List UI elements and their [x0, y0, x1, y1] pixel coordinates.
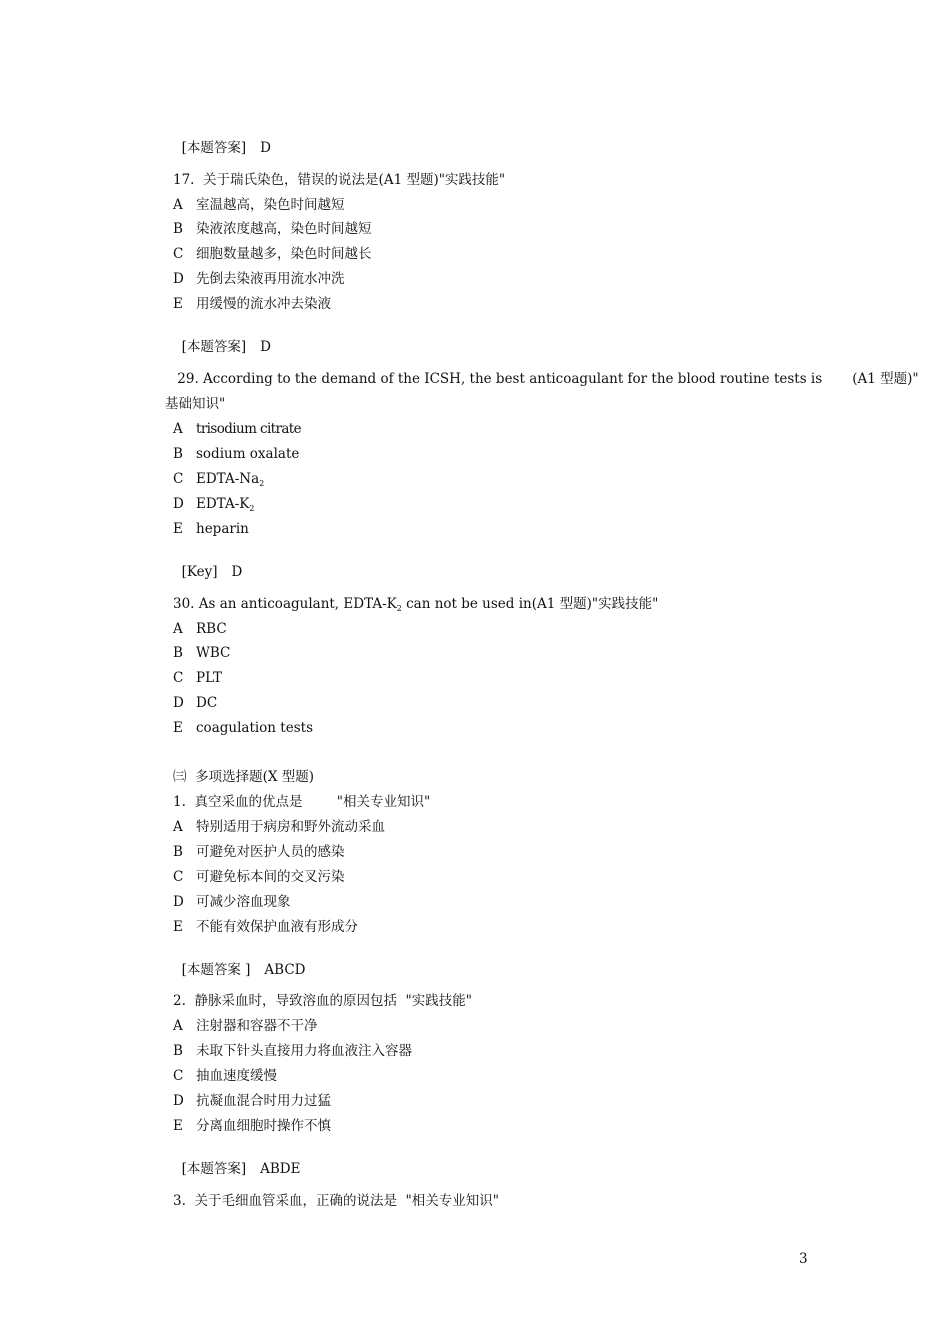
option — [173, 1067, 277, 1085]
option-text: 分离血细胞时操作不慎 — [196, 1118, 331, 1134]
option-text: coagulation tests — [196, 720, 313, 736]
option-key: C — [173, 246, 184, 262]
option — [173, 445, 299, 463]
option-key: C — [173, 1068, 184, 1084]
option-text: sodium oxalate — [196, 446, 300, 462]
question-29-stem: 29. According to the demand of the ICSH, the best anticoagulant for the blood routine tests is (A1 型题)" — [173, 371, 919, 387]
option-text: 可减少溶血现象 — [196, 894, 291, 910]
answer-label: [本题答案] — [181, 339, 247, 355]
option-text: 抽血速度缓慢 — [196, 1068, 277, 1084]
option — [173, 196, 345, 214]
option — [173, 1042, 412, 1060]
option-text: DC — [196, 695, 218, 711]
option-key: D — [173, 1093, 184, 1109]
question-17-stem: 17. 关于瑞氏染色，错误的说法是(A1 型题)"实践技能" — [173, 172, 506, 188]
option-key: A — [173, 197, 183, 213]
option-text: 可避免对医护人员的感染 — [196, 844, 345, 860]
answer-label: [本题答案 ] — [181, 962, 251, 978]
option-text: 用缓慢的流水冲去染液 — [196, 296, 331, 312]
option — [173, 270, 345, 288]
option-key: D — [173, 695, 184, 711]
option — [173, 245, 372, 263]
question-x1-stem: 1. 真空采血的优点是 "相关专业知识" — [173, 794, 431, 810]
option — [173, 694, 217, 712]
option — [173, 470, 264, 488]
option-text: PLT — [196, 670, 222, 686]
answer-label: [本题答案] — [181, 140, 247, 156]
stem-text: can not be used in(A1 型题)"实践技能" — [401, 596, 659, 612]
section-heading: ㈢ 多项选择题(X 型题) — [173, 769, 315, 785]
option-key: A — [173, 421, 183, 437]
option — [173, 420, 301, 438]
option — [173, 295, 331, 313]
option-key: B — [173, 645, 183, 661]
option — [173, 1017, 318, 1035]
option — [173, 1092, 331, 1110]
option-text: EDTA-Na — [196, 471, 260, 487]
option-text: RBC — [196, 621, 227, 637]
option-key: E — [173, 521, 183, 537]
option — [173, 893, 291, 911]
question-x3-stem: 3. 关于毛细血管采血，正确的说法是 "相关专业知识" — [173, 1193, 499, 1209]
option-key: B — [173, 221, 183, 237]
answer-label: [Key] — [181, 564, 218, 580]
option-key: A — [173, 819, 183, 835]
option — [173, 818, 385, 836]
option-text: 不能有效保护血液有形成分 — [196, 919, 358, 935]
option-key: A — [173, 621, 183, 637]
option-key: C — [173, 670, 184, 686]
answer-label: [本题答案] — [181, 1161, 247, 1177]
option-text: trisodium citrate — [196, 421, 302, 437]
option-text: 室温越高，染色时间越短 — [196, 197, 345, 213]
option-text: 染液浓度越高，染色时间越短 — [196, 221, 372, 237]
option — [173, 620, 227, 638]
option-key: B — [173, 446, 183, 462]
option — [173, 644, 230, 662]
option — [173, 495, 254, 513]
option — [173, 918, 358, 936]
option-key: D — [173, 496, 184, 512]
option — [173, 520, 249, 538]
answer-line — [173, 943, 306, 979]
option — [173, 220, 372, 238]
option-text: 抗凝血混合时用力过猛 — [196, 1093, 331, 1109]
option-text: heparin — [196, 521, 249, 537]
question-29-stem-cont: 基础知识" — [165, 396, 226, 412]
option-key: A — [173, 1018, 183, 1034]
subscript: 2 — [249, 504, 255, 513]
option-key: D — [173, 894, 184, 910]
option-key: E — [173, 296, 183, 312]
option-text: 特别适用于病房和野外流动采血 — [196, 819, 385, 835]
option-text: 先倒去染液再用流水冲洗 — [196, 271, 345, 287]
question-30-stem — [173, 595, 658, 613]
option-text: 可避免标本间的交叉污染 — [196, 869, 345, 885]
option-text: 细胞数量越多，染色时间越长 — [196, 246, 372, 262]
option — [173, 1117, 331, 1135]
option — [173, 669, 222, 687]
option-text: 注射器和容器不干净 — [196, 1018, 318, 1034]
subscript: 2 — [396, 604, 402, 613]
answer-line — [173, 320, 271, 356]
option-key: C — [173, 869, 184, 885]
answer-value: D — [260, 140, 271, 156]
option-key: D — [173, 271, 184, 287]
option-text: WBC — [196, 645, 231, 661]
answer-value: D — [231, 564, 243, 580]
page-number: 3 — [799, 1251, 808, 1267]
question-x2-stem: 2. 静脉采血时，导致溶血的原因包括 "实践技能" — [173, 993, 472, 1009]
option-key: E — [173, 720, 183, 736]
option-text: 未取下针头直接用力将血液注入容器 — [196, 1043, 412, 1059]
subscript: 2 — [259, 479, 265, 488]
answer-line — [173, 545, 242, 581]
option-key: B — [173, 1043, 183, 1059]
answer-line — [173, 121, 271, 157]
option-key: E — [173, 1118, 183, 1134]
option-key: C — [173, 471, 184, 487]
answer-line — [173, 1142, 301, 1178]
option-key: B — [173, 844, 183, 860]
option — [173, 843, 345, 861]
stem-text: 30. As an anticoagulant, EDTA-K — [173, 596, 397, 612]
answer-value: ABCD — [264, 962, 306, 978]
option-text: EDTA-K — [196, 496, 250, 512]
answer-value: ABDE — [260, 1161, 301, 1177]
option — [173, 719, 313, 737]
option — [173, 868, 345, 886]
answer-value: D — [260, 339, 271, 355]
option-key: E — [173, 919, 183, 935]
